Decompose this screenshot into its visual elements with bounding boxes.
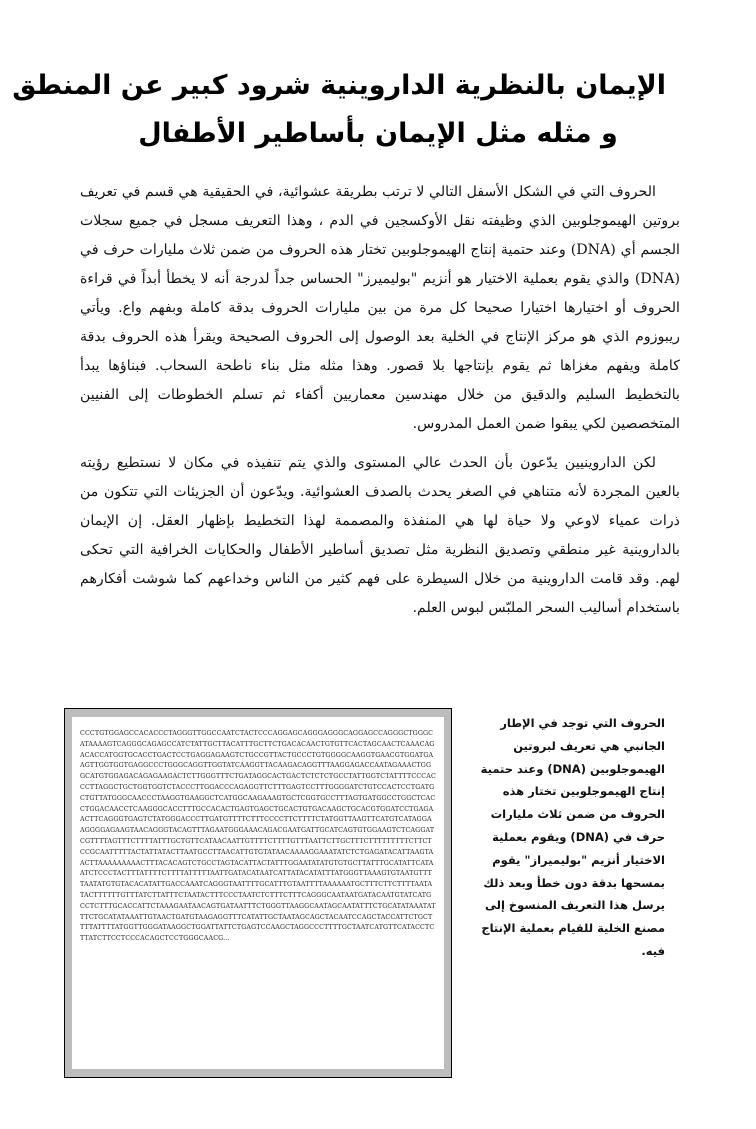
paragraph-1: الحروف التي في الشكل الأسفل التالي لا ترتب بطريقة عشوائية، في الحقيقية هي قسم في تعريف بروتين الهيموجلوبين الذي وظيفته نقل الأوكسجين في الدم ، وهذا التعريف مسجل في جميع سجلات الجسم أي (DNA) وعند حتمية إنتاج الهيموجلوبين تختار هذه الحروف من ضمن ثلاث مليارات حرف في (DNA) والذي يقوم بعملية الاختيار هو أنزيم "بوليميرز" الحساس جداً لدرجة أنه لا يخطأ أبداً في قراءة الحروف أو اختيارها اختيارا صحيحا كل مرة من بين مليارات الحروف بدقة كاملة وبفهم واع. ويأتي ريبوزوم الذي هو مركز الإنتاج في الخلية بعد الوصول إلى الحروف الصحيحة ويقرأ هذه الحروف بدقة كاملة ويفهم مغزاها ثم يقوم بإنتاجها بلا قصور. وهذا مثله مثل بناء ناطحة السحاب. فبناؤها يبدأ بالتخطيط السليم والدقيق من خلال مهندسين معماريين أكفاء ثم تسلم الخطوطات إلى الفنيين المتخصصين لكي يبقوا ضمن العمل المدروس. <box>80 184 680 432</box>
title-line-2: و مثله مثل الإيمان بأساطير الأطفال <box>138 118 618 149</box>
paragraph-2: لكن الداروينيين يدّعون بأن الحدث عالي المستوى والذي يتم تنفيذه في مكان لا نستطيع رؤيته بالعين المجردة لأنه متناهي في الصغر يحدث بالصدف العشوائية. ويدّعون أن الجزيئات التي تتكون من ذرات عمياء لاوعي ولا حياة لها هي المنفذة والمصممة لهذا التخطيط بإظهار العقل. إن الإيمان بالداروينية غير منطقي وتصديق النظرية مثل تصديق أساطير الأطفال والحكايات الخرافية التي تحكى لهم. وقد قامت الداروينية من خلال السيطرة على فهم كثير من الناس وخداعهم كما شوشت أفكارهم باستخدام أساليب السحر الملبّس لبوس العلم. <box>80 455 680 616</box>
article-body <box>80 178 680 633</box>
title-line-1: الإيمان بالنظرية الداروينية شرود كبير عن المنطق <box>12 70 666 101</box>
page-title <box>12 62 666 158</box>
dna-sequence-text: CCCTGTGGAGCCACACCCTAGGGTTGGCCAATCTACTCCCAGGAGCAGGGAGGGCAGGAGCCAGGGCTGGGCATAAAAGTCAGGGCAGAGCCATCTATTGCTTACATTTGCTTCTGACACAACTGTGTTCACTAGCAACTCAAACAGACACCATGGTGCACCTGACTCCTGAGGAGAAGTCTGCCGTTACTGCCCTGTGGGGCAAGGTGAACGTGGATGAAGTTGGTGGTGAGGCCCTGGGCAGGTTGGTATCAAGGTTACAAGACAGGTTTAAGGAGACCAATAGAAACTGGGCATGTGGAGACAGAGAAGACTCTTGGGTTTCTGATAGGCACTGACTCTCTCTGCCTATTGGTCTATTTTCCCACCCTTAGGCTGCTGGTGGTCTACCCTTGGACCCAGAGGTTCTTTGAGTCCTTTGGGGATCTGTCCACTCCTGATGCTGTTATGGGCAACCCTAAGGTGAAGGCTCATGGCAAGAAAGTGCTCGGTGCCTTTAGTGATGGCCTGGCTCACCTGGACAACCTCAAGGGCACCTTTGCCACACTGAGTGAGCTGCACTGTGACAAGCTGCACGTGGATCCTGAGAACTTCAGGGTGAGTCTATGGGACCCTTGATGTTTTCTTTCCCCTTCTTTTCTATGGTTAAGTTCATGTCATAGGAAGGGGAGAAGTAACAGGGTACAGTTTAGAATGGGAAACAGACGAATGATTGCATCAGTGTGGAAGTCTCAGGATCGTTTTAGTTTCTTTTATTTGCTGTTCATAACAATTGTTTTCTTTTGTTTAATTCTTGCTTTCTTTTTTTTTCTTCTCCGCAATTTTTACTATTATACTTAATGCCTTAACATTGTGTATAACAAAAGGAAATATCTCTGAGATACATTAAGTAACTTAAAAAAAAACTTTACACAGTCTGCCTAGTACATTACTATTTGGAATATATGTGTGCTTATTTGCATATTCATAATCTCCCTACTTTATTTTCTTTTATTTTTAATTGATACATAATCATTATACATATTTATGGGTTAAAGTGTAATGTTTTAATATGTGTACACATATTGACCAAATCAGGGTAATTTTGCATTTGTAATTTTAAAAAATGCTTTCTTCTTTTAATATACTTTTTTGTTTATCTTATTTCTAATACTTTCCCTAATCTCTTTCTTTCAGGGCAATAATGATACAATGTATCATGCCTCTTTGCACCATTCTAAAGAATAACAGTGATAATTTCTGGGTTAAGGCAATAGCAATATTTCTGCATATAAATATTTCTGCATATAAATTGTAACTGATGTAAGAGGTTTCATATTGCTAATAGCAGCTACAATCCAGCTACCATTCTGCTTTTATTTTATGGTTGGGATAAGGCTGGATTATTCTGAGTCCAAGCTAGGCCCTTTTGCTAATCATGTTCATACCTCTTATCTTCCTCCCACAGCTCCTGGGCAACG... <box>80 730 436 943</box>
side-caption: الحروف التي توجد في الإطار الجانبي هي تعريف لبروتين الهيموجلوبين (DNA) وعند حتمية إنتاج الهيموجلوبين تختار هذه الحروف من ضمن ثلاث مليارات حرف في (DNA) ويقوم بعملية الاختيار أنزيم "بوليميراز" يقوم بمسحها بدقة دون خطأ وبعد ذلك يرسل هذا التعريف المنسوخ إلى مصنع الخلية للقيام بعملية الإنتاج فيه. <box>480 716 665 958</box>
dna-sequence-panel <box>72 717 444 1069</box>
dna-sequence-frame <box>64 708 452 1078</box>
